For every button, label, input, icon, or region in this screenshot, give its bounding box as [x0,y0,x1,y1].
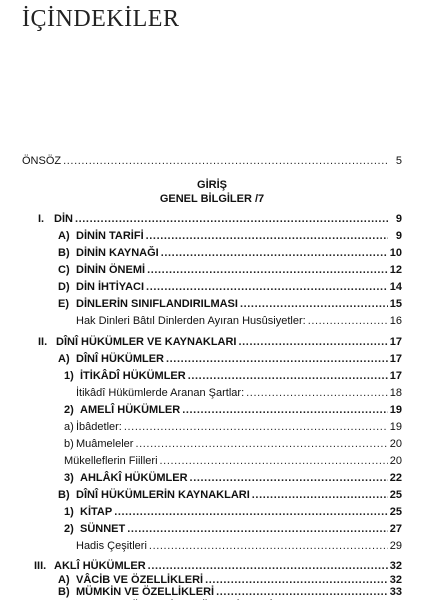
toc-entry-marker: II. [38,336,48,348]
toc-entry[interactable] [58,488,402,502]
toc-entry-page: 16 [389,315,402,327]
toc-leader-dots [240,297,388,311]
toc-entry[interactable] [76,539,402,553]
toc-entry-page: 14 [389,281,402,293]
toc-leader-dots [149,539,388,553]
toc-entry-label: DÎNÎ HÜKÜMLERİN KAYNAKLARI [76,489,250,501]
toc-entry-label: DİN İHTİYACI [76,281,145,293]
toc-entry[interactable] [64,420,402,434]
toc-entry-page: 20 [389,438,402,450]
section-heading-giris: GİRİŞ [197,179,227,191]
toc-entry-label: Hak Dinleri Bâtıl Dinlerden Ayıran Husûsiyetler: [76,315,306,327]
toc-entry-page: 5 [395,155,402,167]
toc-entry-page: 17 [389,336,402,348]
toc-entry[interactable] [34,559,402,573]
toc-entry-marker: C) [58,264,70,276]
toc-entry[interactable] [58,263,402,277]
toc-entry-label: KİTAP [80,506,113,518]
toc-leader-dots [146,229,388,243]
toc-entry-page: 19 [389,421,402,433]
toc-entry-page: 17 [389,353,402,365]
toc-entry-onsoz[interactable] [22,154,402,168]
toc-entry-marker: A) [58,574,70,586]
toc-entry-marker: III. [34,560,47,572]
toc-entry-label: DİNİN TARİFİ [76,230,144,242]
toc-entry-page: 18 [389,387,402,399]
toc-entry-label: ÖNSÖZ [22,155,62,167]
toc-entry-page: 29 [389,540,402,552]
toc-leader-dots [246,386,388,400]
toc-leader-dots [188,369,388,383]
toc-entry-label: Muâmeleler [76,438,134,450]
toc-entry-page: 33 [389,586,402,598]
toc-entry-marker: B) [58,247,70,259]
toc-entry-label: AHLÂKÎ HÜKÜMLER [80,472,188,484]
toc-entry-page: 12 [389,264,402,276]
toc-entry-page: 17 [389,370,402,382]
section-subheading-genel-bilgiler: GENEL BİLGİLER /7 [159,193,265,205]
toc-entry[interactable] [64,369,402,383]
toc-entry[interactable] [76,386,402,400]
toc-entry-label: MÜMKİN VE ÖZELLİKLERİ [76,586,215,598]
toc-entry-label: DİNİN KAYNAĞI [76,247,159,259]
toc-leader-dots [166,352,388,366]
toc-leader-dots [308,314,388,328]
toc-entry-label: AMELÎ HÜKÜMLER [80,404,181,416]
toc-entry-label: Hadis Çeşitleri [76,540,147,552]
toc-leader-dots [205,573,388,587]
toc-entry-label: VÂCİB VE ÖZELLİKLERİ [76,574,204,586]
toc-entry-label: DİNİN ÖNEMİ [76,264,146,276]
toc-entry-marker: 2) [64,404,74,416]
toc-entry-marker: a) [64,421,74,433]
toc-entry-label: İTİKÂDÎ HÜKÜMLER [80,370,186,382]
toc-entry-page: 9 [395,213,402,225]
toc-entry-page: 15 [389,298,402,310]
toc-entry-label: DÎNÎ HÜKÜMLER [76,353,164,365]
toc-entry[interactable] [58,586,402,599]
toc-entry[interactable] [58,573,402,587]
toc-leader-dots [75,212,388,226]
toc-leader-dots [216,586,388,599]
toc-entry[interactable] [64,454,402,468]
toc-entry[interactable] [76,314,402,328]
toc-entry-label: İbâdetler: [76,421,122,433]
toc-entry[interactable] [38,212,402,226]
toc-entry-page: 32 [389,560,402,572]
toc-entry[interactable] [58,352,402,366]
toc-leader-dots [63,154,388,168]
toc-entry-page: 32 [389,574,402,586]
toc-entry-page: 27 [389,523,402,535]
toc-leader-dots [127,522,388,536]
toc-entry-marker: 3) [64,472,74,484]
toc-entry-label: DİN [54,213,73,225]
toc-leader-dots [190,471,388,485]
page-title: İÇİNDEKİLER [22,6,180,32]
toc-entry-page: 9 [395,230,402,242]
toc-entry-marker: 1) [64,506,74,518]
toc-entry-marker: E) [58,298,69,310]
toc-entry-page: 20 [389,455,402,467]
toc-entry-page: 25 [389,506,402,518]
toc-entry-label: Mükelleflerin Fiilleri [64,455,158,467]
toc-entry[interactable] [58,246,402,260]
toc-entry[interactable] [64,403,402,417]
toc-leader-dots [146,280,388,294]
toc-entry[interactable] [64,505,402,519]
toc-entry-page: 19 [389,404,402,416]
toc-entry-marker: I. [38,213,45,225]
toc-leader-dots [160,454,388,468]
toc-leader-dots [124,420,388,434]
toc-entry-marker: 2) [64,523,74,535]
toc-leader-dots [161,246,388,260]
toc-entry-label: DİNLERİN SINIFLANDIRILMASI [76,298,238,310]
toc-leader-dots [114,505,388,519]
toc-leader-dots [148,559,388,573]
toc-entry-label: AKLÎ HÜKÜMLER [54,560,146,572]
toc-entry[interactable] [38,335,402,349]
toc-entry-label: İtikâdî Hükümlerde Aranan Şartlar: [76,387,245,399]
toc-entry[interactable] [58,280,402,294]
toc-entry-marker: B) [58,586,70,598]
toc-entry[interactable] [58,297,402,311]
toc-leader-dots [239,335,388,349]
toc-entry[interactable] [64,437,402,451]
toc-entry-page: 22 [389,472,402,484]
toc-entry-marker: A) [58,353,70,365]
toc-leader-dots [147,263,388,277]
toc-entry[interactable] [58,229,402,243]
toc-leader-dots [252,488,388,502]
toc-entry-page: 10 [389,247,402,259]
toc-leader-dots [182,403,388,417]
toc-entry-marker: 1) [64,370,74,382]
toc-entry-label: DÎNÎ HÜKÜMLER VE KAYNAKLARI [56,336,237,348]
toc-entry-marker: D) [58,281,70,293]
toc-entry[interactable] [64,522,402,536]
toc-leader-dots [135,437,387,451]
toc-entry-page: 25 [389,489,402,501]
toc-entry-marker: A) [58,230,70,242]
toc-entry-label: SÜNNET [80,523,126,535]
toc-entry-marker: b) [64,438,74,450]
toc-entry[interactable] [64,471,402,485]
toc-entry-marker: B) [58,489,70,501]
